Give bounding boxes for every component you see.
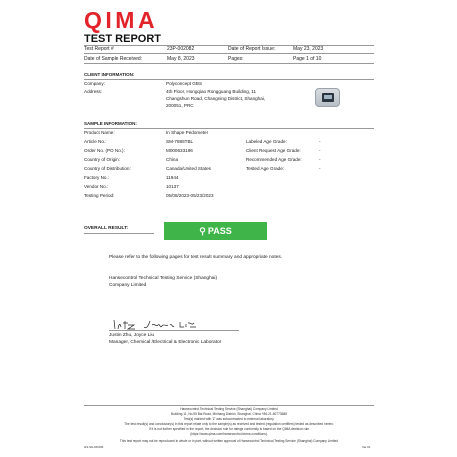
order-label: Order No. (PO No.):	[84, 148, 125, 153]
company-label: Company:	[84, 81, 105, 86]
address-line: 4th Floor, Hongqiao Rongguang Building, 11	[166, 89, 257, 94]
sample-date: May 8, 2023	[167, 56, 195, 62]
sample-section-title: SAMPLE INFORMATION:	[84, 121, 137, 126]
sample-section-rule	[84, 128, 374, 129]
labeled-age-label: Labeled Age Grade:	[246, 139, 287, 144]
company-name-line: Company Limited	[109, 283, 147, 288]
client-age-label: Client Request Age Grade:	[246, 148, 301, 153]
issue-date: May 23, 2023	[293, 46, 324, 52]
pass-badge	[164, 222, 267, 240]
signatory-role: Manager, Chemical /Electrical & Electronic Laborator	[109, 340, 222, 345]
client-section-title: CLIENT INFORMATION:	[84, 72, 135, 77]
article-value: SM-7886TBL	[166, 139, 194, 144]
vendor-label: Vendor No.:	[84, 184, 109, 189]
signatory-names: Justin Zhu, Joyce Liu	[109, 333, 155, 338]
signature-rule	[109, 330, 239, 331]
pages-value: Page 1 of 10	[293, 56, 322, 62]
testing-period-value: 05/08/2023-05/23/2023	[166, 193, 214, 198]
handwritten-signature	[112, 317, 212, 331]
order-value: M000633196	[166, 148, 193, 153]
sample-date-label: Date of Sample Received:	[84, 56, 143, 62]
recommended-age-value: -	[319, 157, 321, 162]
report-no: 23P-002082	[167, 46, 195, 52]
product-name: In Shape Pedometer	[166, 130, 209, 135]
form-version: Ver.01	[362, 445, 371, 449]
form-number: HS-SH-RF006	[84, 445, 104, 449]
refer-note: Please refer to the following pages for test result summary and appropriate notes.	[109, 255, 283, 260]
vendor-value: 10137	[166, 184, 179, 189]
footer-line: Building 11, No.55 Bai Road, Minhang District, Shanghai, China +86-21-60773688	[171, 412, 287, 416]
footer-line: This test report may not be reproduced in whole or in part, without written approval of Hansecontrol Technical Testing Service (Shanghai) Company Limited	[119, 439, 339, 443]
footer-line: (https://www.qima.com/hansecontrol-terms-conditions).	[190, 432, 268, 436]
issue-date-label: Date of Report Issue:	[228, 46, 276, 52]
labeled-age-value: -	[319, 139, 321, 144]
address-line: Changshun Road, Changning District, Shanghai,	[166, 96, 266, 101]
pass-label: PASS	[207, 226, 232, 236]
factory-label: Factory No.:	[84, 175, 110, 180]
footer-line: Hansecontrol Technical Testing Service (Shanghai) Company Limited	[180, 407, 278, 411]
origin-label: Country of Origin:	[84, 157, 120, 162]
address-label: Address:	[84, 89, 103, 94]
footer-line: If it is not further specified in the report, the decision rule for ratings conformity is based on the QIMA decision rule	[149, 427, 309, 431]
overall-result-label: OVERALL RESULT:	[84, 226, 129, 231]
footer-line: The test result(s) and conclusion(s) in this report relate only to the sample(s) as received and tested (regulation certifiers) tested as described herein.	[124, 422, 334, 426]
origin-value: China	[166, 157, 179, 162]
qima-logo: QIMA	[84, 7, 159, 33]
pages-label: Pages:	[228, 56, 244, 62]
footer-line: Test(s) marked with 'Z' was subcontracted to external laboratory.	[183, 417, 275, 421]
factory-value: 11944	[166, 175, 179, 180]
company-name-line: Hansecontrol Technical Testing Service (Shanghai)	[109, 276, 218, 281]
client-age-value: -	[319, 148, 321, 153]
address-line: 200051, PRC	[166, 103, 194, 108]
overall-result-rule	[84, 233, 154, 234]
company-value: Polyconcept GBS	[166, 81, 203, 86]
header-rule-bottom	[84, 63, 374, 64]
client-section-rule	[84, 79, 374, 80]
product-name-label: Product Name:	[84, 130, 115, 135]
report-title: TEST REPORT	[84, 33, 162, 45]
product-photo	[315, 88, 340, 107]
distribution-value: Canada/United States	[166, 166, 211, 171]
header-rule-mid	[84, 53, 374, 54]
footer-rule	[84, 405, 374, 406]
tested-age-value: -	[319, 166, 321, 171]
article-label: Article No.:	[84, 139, 107, 144]
pass-person-icon: ⚲	[199, 226, 206, 236]
distribution-label: Country of Distribution:	[84, 166, 131, 171]
testing-period-label: Testing Period:	[84, 193, 115, 198]
tested-age-label: Tested Age Grade:	[246, 166, 285, 171]
report-no-label: Test Report #	[84, 46, 114, 52]
recommended-age-label: Recommended Age Grade:	[246, 157, 302, 162]
